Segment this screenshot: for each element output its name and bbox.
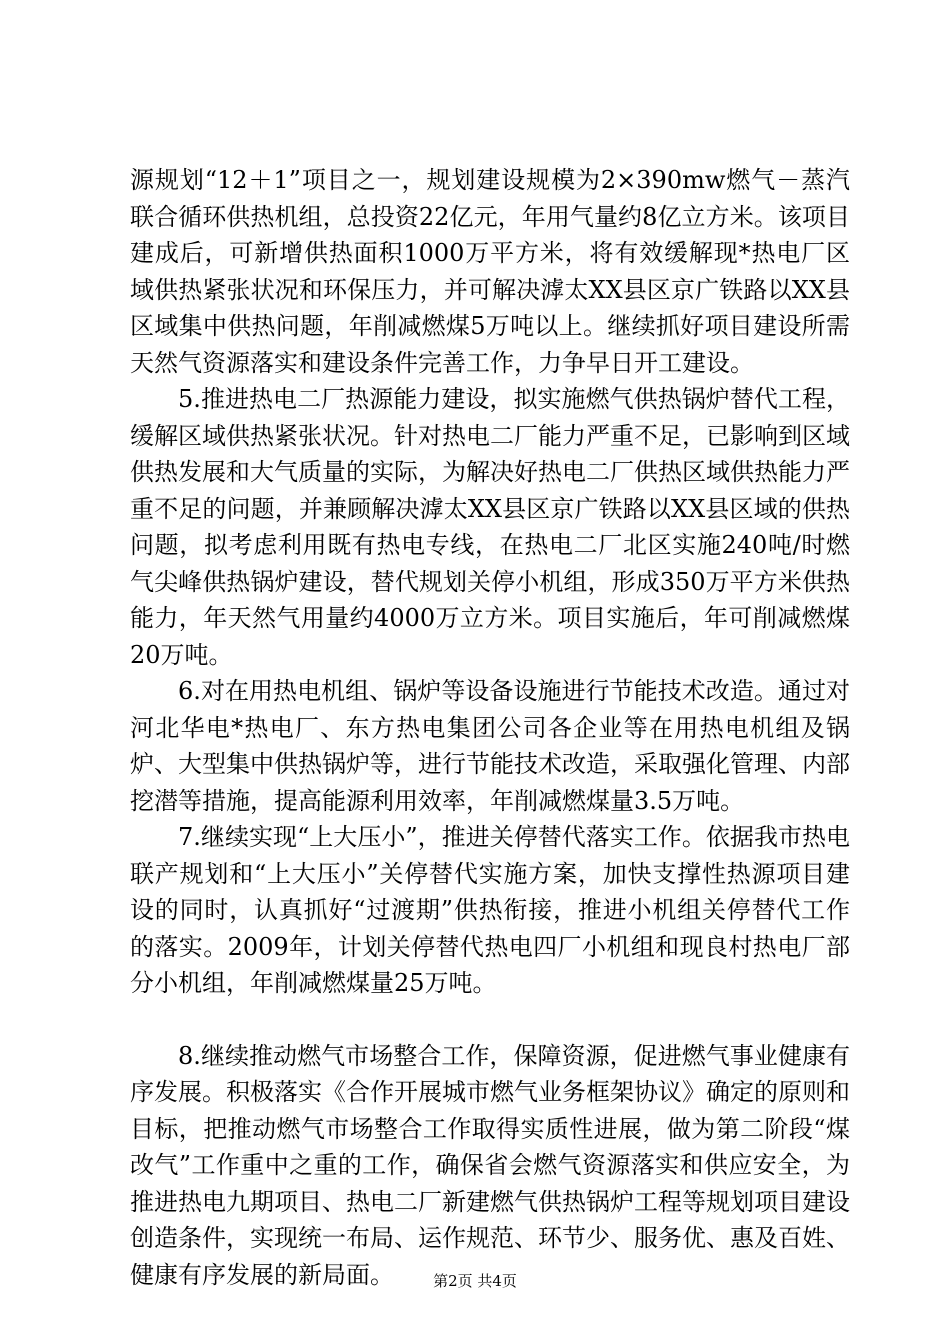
paragraph-item-8: 8.继续推动燃气市场整合工作，保障资源，促进燃气事业健康有序发展。积极落实《合作开展城市燃气业务框架协议》确定的原则和目标，把推动燃气市场整合工作取得实质性进展，做为第二阶段“煤改气”工作重中之重的工作，确保省会燃气资源落实和供应安全，为推进热电九期项目、热电二厂新建燃气供热锅炉工程等规划项目建设创造条件，实现统一布局、运作规范、环节少、服务优、惠及百姓、健康有序发展的新局面。 — [130, 1041, 850, 1289]
paragraph-item-6: 6.对在用热电机组、锅炉等设备设施进行节能技术改造。通过对河北华电*热电厂、东方热电集团公司各企业等在用热电机组及锅炉、大型集中供热锅炉等，进行节能技术改造，采取强化管理、内部挖潜等措施，提高能源利用效率，年削减燃煤量3.5万吨。 — [130, 677, 850, 815]
page-footer: 第2页 共4页 — [433, 1272, 517, 1290]
paragraph-continuation: 源规划“12＋1”项目之一，规划建设规模为2×390mw燃气－蒸汽联合循环供热机组，总投资22亿元，年用气量约8亿立方米。该项目建成后，可新增供热面积1000万平方米，将有效缓解现*热电厂区域供热紧张状况和环保压力，并可解决滹太XX县区京广铁路以XX县区域集中供热问题，年削减燃煤5万吨以上。继续抓好项目建设所需天然气资源落实和建设条件完善工作，力争早日开工建设。 — [130, 166, 850, 377]
paragraph-item-7: 7.继续实现“上大压小”，推进关停替代落实工作。依据我市热电联产规划和“上大压小”关停替代实施方案，加快支撑性热源项目建设的同时，认真抓好“过渡期”供热衔接，推进小机组关停替代工作的落实。2009年，计划关停替代热电四厂小机组和现良村热电厂部分小机组，年削减燃煤量25万吨。 — [130, 823, 850, 997]
document-body — [130, 162, 850, 1293]
paragraph-item-5: 5.推进热电二厂热源能力建设，拟实施燃气供热锅炉替代工程，缓解区域供热紧张状况。针对热电二厂能力严重不足，已影响到区域供热发展和大气质量的实际，为解决好热电二厂供热区域供热能力严重不足的问题，并兼顾解决滹太XX县区京广铁路以XX县区域的供热问题，拟考虑利用既有热电专线，在热电二厂北区实施240吨/时燃气尖峰供热锅炉建设，替代规划关停小机组，形成350万平方米供热能力，年天然气用量约4000万立方米。项目实施后，年可削减燃煤20万吨。 — [130, 385, 850, 669]
